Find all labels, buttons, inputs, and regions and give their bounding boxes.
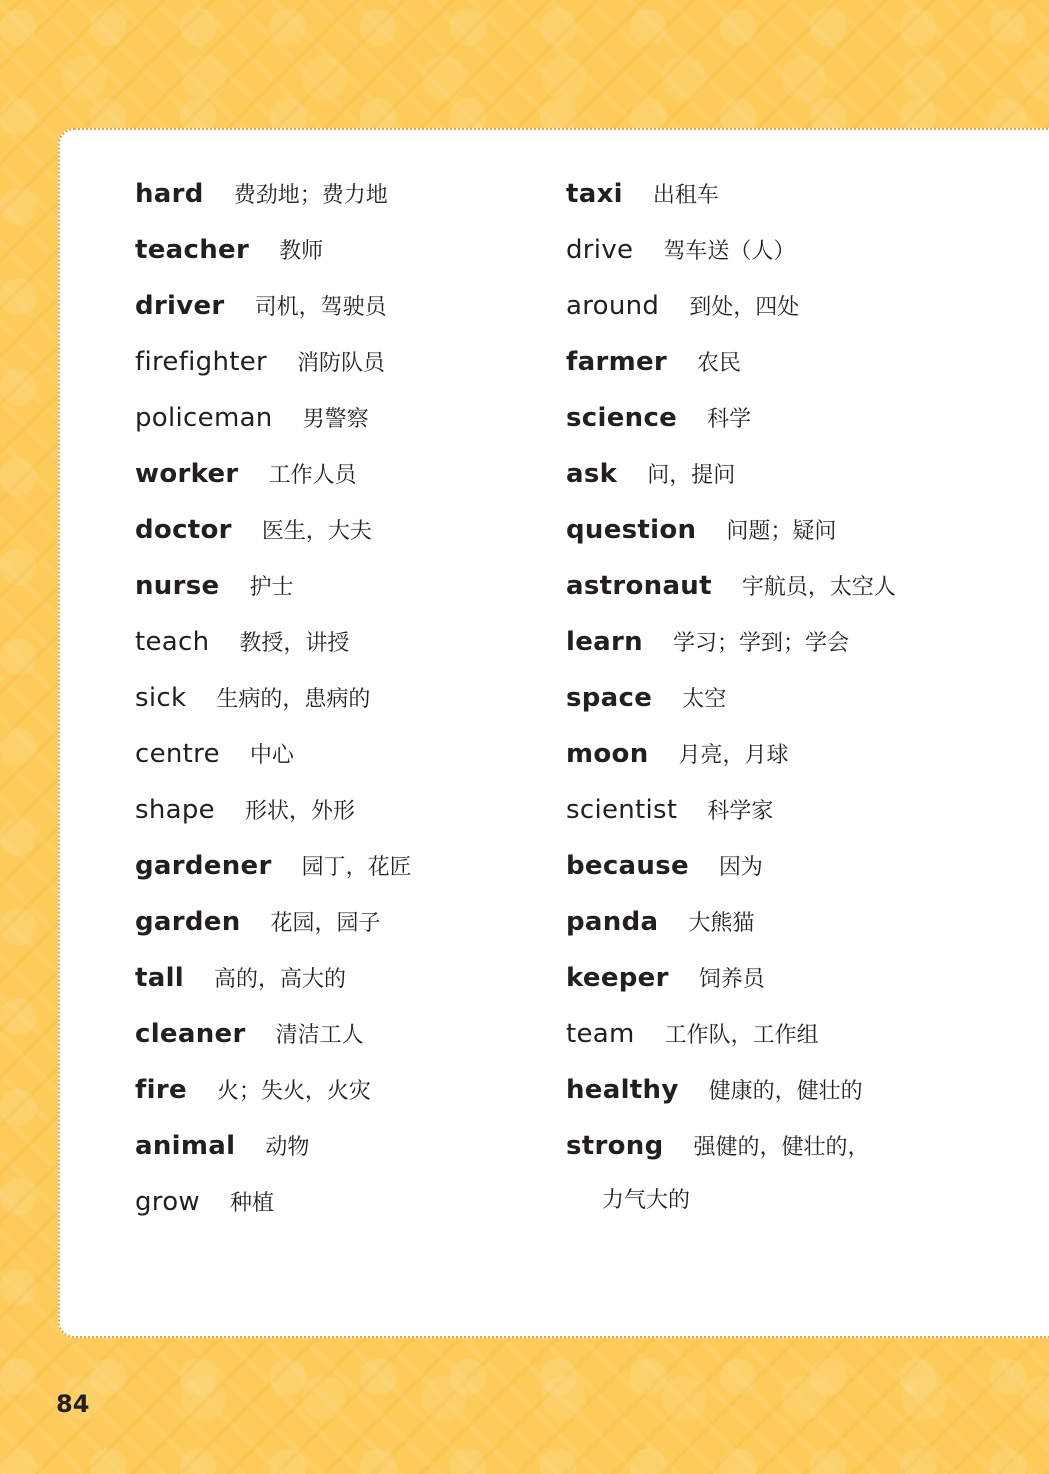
- vocabulary-entry: [566, 906, 754, 937]
- vocabulary-word: cleaner: [135, 1019, 246, 1049]
- vocabulary-entry: [566, 626, 849, 657]
- vocabulary-meaning: 医生，大夫: [261, 519, 372, 544]
- vocabulary-meaning: 健康的，健壮的: [708, 1079, 863, 1104]
- vocabulary-meaning: 问题；疑问: [726, 519, 837, 544]
- vocabulary-meaning: 驾车送（人）: [663, 239, 796, 264]
- vocabulary-word: firefighter: [135, 347, 268, 377]
- vocabulary-meaning: 高的，高大的: [214, 967, 347, 992]
- vocabulary-word: drive: [566, 235, 634, 265]
- vocabulary-meaning: 动物: [265, 1135, 310, 1160]
- vocabulary-entry: [566, 346, 741, 377]
- vocabulary-word: moon: [566, 739, 649, 769]
- vocabulary-word: doctor: [135, 515, 232, 545]
- vocabulary-meaning: 教师: [279, 239, 324, 264]
- vocabulary-word: garden: [135, 907, 241, 937]
- vocabulary-entry: [135, 850, 412, 881]
- vocabulary-entry: [135, 234, 323, 265]
- vocabulary-word: tall: [135, 963, 184, 993]
- vocabulary-entry: [566, 682, 726, 713]
- vocabulary-meaning: 形状，外形: [244, 799, 355, 824]
- vocabulary-meaning: 大熊猫: [688, 911, 755, 936]
- vocabulary-word: sick: [135, 683, 187, 713]
- vocabulary-entry: [135, 738, 294, 769]
- vocabulary-entry: [566, 1074, 863, 1105]
- vocabulary-word: strong: [566, 1131, 664, 1161]
- vocabulary-entry: [135, 682, 370, 713]
- vocabulary-entry: [135, 1130, 309, 1161]
- vocabulary-entry: [566, 234, 795, 265]
- vocabulary-meaning: 强健的，健壮的，: [693, 1135, 870, 1160]
- vocabulary-entry: [566, 458, 735, 489]
- vocabulary-meaning: 出租车: [652, 183, 719, 208]
- vocabulary-word: nurse: [135, 571, 220, 601]
- vocabulary-word: space: [566, 683, 653, 713]
- vocabulary-meaning: 种植: [230, 1191, 275, 1216]
- vocabulary-word: taxi: [566, 179, 623, 209]
- vocabulary-meaning: 太空: [682, 687, 727, 712]
- vocabulary-entry: [135, 178, 388, 209]
- vocabulary-meaning: 问，提问: [647, 463, 736, 488]
- vocabulary-word: grow: [135, 1187, 200, 1217]
- vocabulary-entry: [566, 1018, 819, 1049]
- vocabulary-meaning: 花园，园子: [270, 911, 381, 936]
- vocabulary-entry: [135, 1018, 364, 1049]
- vocabulary-entry: [135, 794, 355, 825]
- vocabulary-entry: [135, 458, 357, 489]
- vocabulary-word: scientist: [566, 795, 678, 825]
- vocabulary-meaning: 到处，四处: [689, 295, 800, 320]
- vocabulary-word: healthy: [566, 1075, 679, 1105]
- vocabulary-word: gardener: [135, 851, 272, 881]
- vocabulary-word: centre: [135, 739, 220, 769]
- vocabulary-meaning-continuation: 力气大的: [602, 1188, 691, 1213]
- vocabulary-word: driver: [135, 291, 225, 321]
- vocabulary-meaning: 司机，驾驶员: [254, 295, 387, 320]
- vocabulary-meaning: 教授，讲授: [239, 631, 350, 656]
- vocabulary-word: ask: [566, 459, 618, 489]
- vocabulary-meaning: 中心: [249, 743, 294, 768]
- vocabulary-meaning: 生病的，患病的: [216, 687, 371, 712]
- vocabulary-entry: [135, 626, 349, 657]
- vocabulary-meaning: 工作人员: [268, 463, 357, 488]
- vocabulary-meaning: 科学: [707, 407, 752, 432]
- vocabulary-meaning: 农民: [697, 351, 742, 376]
- vocabulary-entry: [566, 402, 751, 433]
- vocabulary-word: teach: [135, 627, 210, 657]
- vocabulary-word: question: [566, 515, 697, 545]
- vocabulary-entry: [566, 850, 763, 881]
- vocabulary-word: worker: [135, 459, 239, 489]
- vocabulary-entry: [566, 290, 799, 321]
- vocabulary-meaning: 清洁工人: [275, 1023, 364, 1048]
- vocabulary-entry: [135, 1186, 274, 1217]
- vocabulary-word: farmer: [566, 347, 668, 377]
- vocabulary-meaning: 男警察: [302, 407, 369, 432]
- vocabulary-meaning: 工作队，工作组: [664, 1023, 819, 1048]
- vocabulary-word: keeper: [566, 963, 669, 993]
- vocabulary-entry: [135, 346, 385, 377]
- page-number: 84: [56, 1390, 90, 1418]
- vocabulary-entry: [566, 570, 896, 601]
- vocabulary-word: fire: [135, 1075, 187, 1105]
- vocabulary-meaning: 饲养员: [698, 967, 765, 992]
- vocabulary-meaning: 园丁，花匠: [301, 855, 412, 880]
- vocabulary-entry: [135, 402, 369, 433]
- vocabulary-word: hard: [135, 179, 204, 209]
- vocabulary-word: shape: [135, 795, 215, 825]
- vocabulary-word: team: [566, 1019, 635, 1049]
- vocabulary-entry: [566, 178, 719, 209]
- vocabulary-entry: [135, 962, 346, 993]
- vocabulary-meaning: 消防队员: [297, 351, 386, 376]
- vocabulary-word: animal: [135, 1131, 236, 1161]
- vocabulary-entry: [135, 1074, 371, 1105]
- vocabulary-meaning: 因为: [718, 855, 763, 880]
- vocabulary-entry: [566, 794, 773, 825]
- vocabulary-meaning: 火；失火，火灾: [216, 1079, 371, 1104]
- vocabulary-word: science: [566, 403, 678, 433]
- vocabulary-entry: [135, 514, 372, 545]
- vocabulary-meaning: 学习；学到；学会: [672, 631, 849, 656]
- vocabulary-word: astronaut: [566, 571, 712, 601]
- vocabulary-meaning: 护士: [249, 575, 294, 600]
- vocabulary-entry: [566, 962, 765, 993]
- vocabulary-entry: [135, 570, 293, 601]
- vocabulary-word: around: [566, 291, 660, 321]
- vocabulary-word: panda: [566, 907, 659, 937]
- vocabulary-meaning: 科学家: [707, 799, 774, 824]
- vocabulary-entry: [135, 906, 381, 937]
- vocabulary-meaning: 月亮，月球: [678, 743, 789, 768]
- vocabulary-meaning: 宇航员，太空人: [741, 575, 896, 600]
- vocabulary-word: learn: [566, 627, 643, 657]
- vocabulary-meaning: 费劲地；费力地: [233, 183, 388, 208]
- vocabulary-entry: [566, 1130, 870, 1161]
- vocabulary-word: because: [566, 851, 689, 881]
- vocabulary-word: policeman: [135, 403, 273, 433]
- vocabulary-entry: [566, 738, 789, 769]
- vocabulary-entry: [566, 514, 836, 545]
- vocabulary-word: teacher: [135, 235, 250, 265]
- vocabulary-entry: [135, 290, 387, 321]
